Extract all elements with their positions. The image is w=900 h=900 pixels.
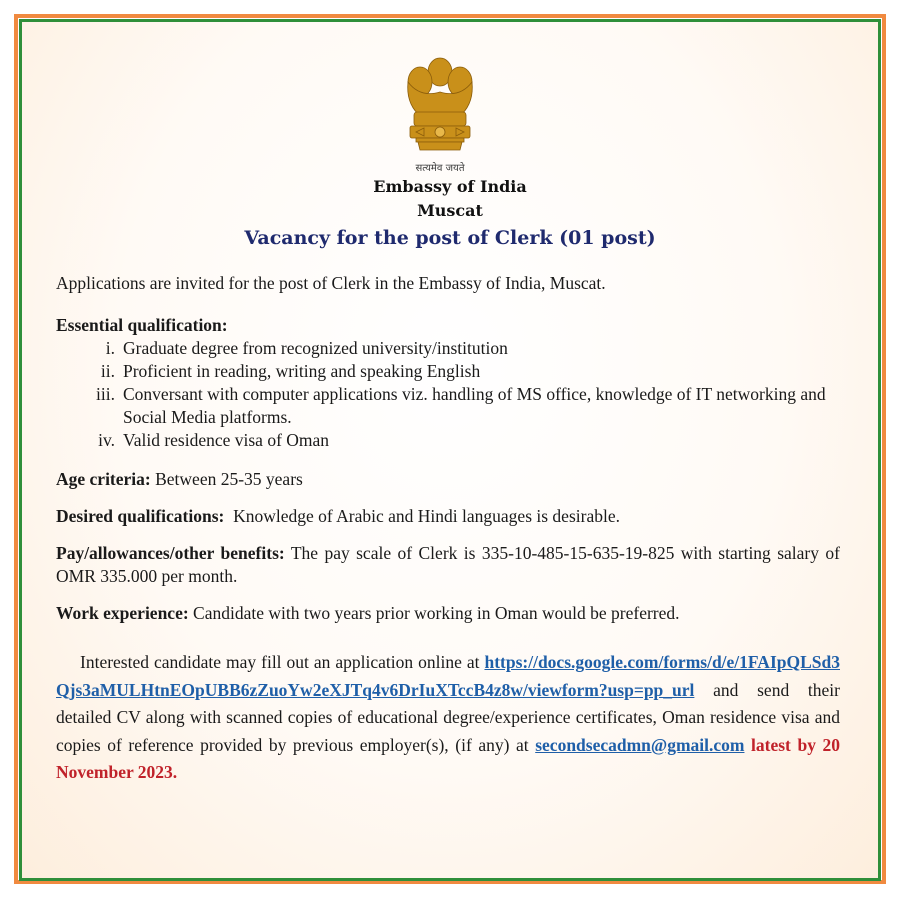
list-text: Valid residence visa of Oman (123, 430, 330, 450)
apply-text-1: Interested candidate may fill out an application online at (80, 652, 485, 672)
age-value: Between 25-35 years (150, 469, 303, 489)
list-number: iv. (98, 430, 115, 450)
list-item (56, 337, 840, 360)
list-number: ii. (100, 361, 115, 381)
motto: सत्यमेव जयते (415, 163, 465, 174)
essential-list (56, 337, 840, 452)
age-criteria (56, 468, 840, 491)
desired-value: Knowledge of Arabic and Hindi languages is desirable. (224, 506, 620, 526)
pay-label: Pay/allowances/other benefits: (56, 543, 285, 563)
apply-instructions (56, 649, 840, 787)
list-number: iii. (96, 384, 115, 404)
list-text: Proficient in reading, writing and speaking English (123, 361, 481, 381)
desired-label: Desired qualifications: (56, 506, 225, 526)
application-form-link[interactable]: https://docs.google.com/forms/d/e/1FAIpQLSd3Qjs3aMULHtnEOpUBB6zZuoYw2eXJTq4v6DrIuXTccB4z8w/viewform?usp=pp_url (56, 652, 840, 700)
work-experience (56, 602, 840, 625)
age-label: Age criteria: (56, 469, 151, 489)
experience-label: Work experience: (56, 603, 189, 623)
desired-qualifications (56, 505, 840, 528)
intro-text: Applications are invited for the post of Clerk in the Embassy of India, Muscat. (56, 273, 606, 293)
list-text: Conversant with computer applications viz. handling of MS office, knowledge of IT networking and Social Media platforms. (123, 384, 826, 427)
org-name: Embassy of India (373, 177, 527, 196)
list-item (56, 360, 840, 383)
pay-benefits (56, 542, 840, 588)
email-link[interactable]: secondsecadmn@gmail.com (535, 734, 745, 755)
list-item (56, 429, 840, 452)
apply-text-2: and send their detailed CV along with scanned copies of educational degree/experience certificates, Oman residence visa and copies of reference provided by previous employer(s), (if any) at (56, 679, 840, 755)
org-city: Muscat (417, 201, 483, 220)
experience-value: Candidate with two years prior working in Oman would be preferred. (188, 603, 680, 623)
notice-body (56, 272, 840, 787)
page-title: Vacancy for the post of Clerk (01 post) (244, 227, 656, 249)
list-text: Graduate degree from recognized university/institution (123, 338, 508, 358)
essential-label: Essential qualification: (56, 315, 228, 335)
deadline-text: latest by 20 November 2023. (56, 734, 841, 782)
list-item (56, 383, 840, 429)
list-number: i. (105, 338, 115, 358)
pay-value: The pay scale of Clerk is 335-10-485-15-635-19-825 with starting salary of OMR 335.000 per month. (56, 543, 840, 586)
ashoka-emblem-icon (400, 52, 480, 172)
